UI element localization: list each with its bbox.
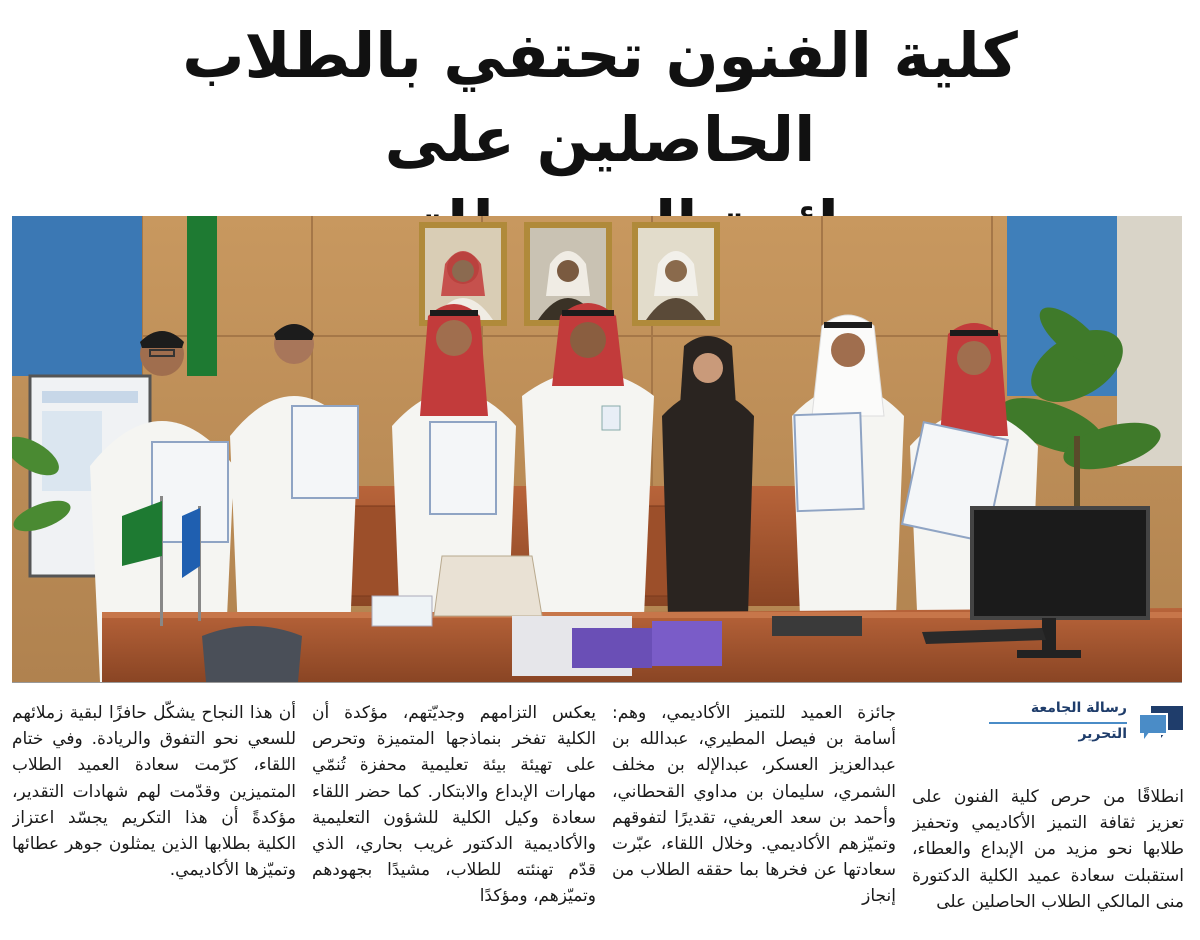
article-column-1: انطلاقًا من حرص كلية الفنون على تعزيز ثقافة التميز الأكاديمي وتحفيز طلابها نحو مزيد من الإبداع والعطاء، استقبلت سعادة عميد الكلية الدكتورة منى المالكي الطلاب الحاصلين على [912,787,1184,912]
speech-bubbles-icon [1137,702,1185,744]
byline-divider [989,722,1127,724]
article-column-3: يعكس التزامهم وجديّتهم، مؤكدة أن الكلية تفخر بنماذجها المتميزة وتحرص على تهيئة بيئة تعليمية محفزة تُنمّي مهارات الإبداع والابتكار. كما حضر اللقاء سعادة وكيل الكلية للشؤون التعليمية والأكاديمية الدكتور غريب بحاري، الذي قدّم تهنئته للطلاب، مشيدًا بجهودهم وتميّزهم، ومؤكدًا [312,703,596,907]
byline-source: رسالة الجامعة [1030,700,1127,716]
group-photo [12,216,1182,683]
byline-author: التحرير [1078,726,1127,742]
article-column-4: أن هذا النجاح يشكّل حافزًا لبقية زملائهم للسعي نحو التفوق والريادة. وفي ختام اللقاء، كرّمت سعادة العميد الطلاب المتميزين وقدّمت لهم شهادات التقدير، مؤكدةً أن هذا التكريم يجسّد اعتزاز الكلية بطلابها الذين يمثلون جوهر عطائها وتميّزها الأكاديمي. [12,703,296,881]
headline-line-1: كلية الفنون تحتفي بالطلاب الحاصلين على [182,19,1018,176]
byline [985,700,1185,750]
article-column-2: جائزة العميد للتميز الأكاديمي، وهم: أسامة بن فيصل المطيري، عبدالله بن عبدالعزيز العسكر، عبدالإله بن مخلف الشمري، سليمان بن مداوي القحطاني، وأحمد بن سعد العريفي، تقديرًا لتفوقهم وتميّزهم الأكاديمي. وخلال اللقاء، عبّرت سعادتها عن فخرها بما حققه الطلاب من إنجاز [612,703,896,907]
